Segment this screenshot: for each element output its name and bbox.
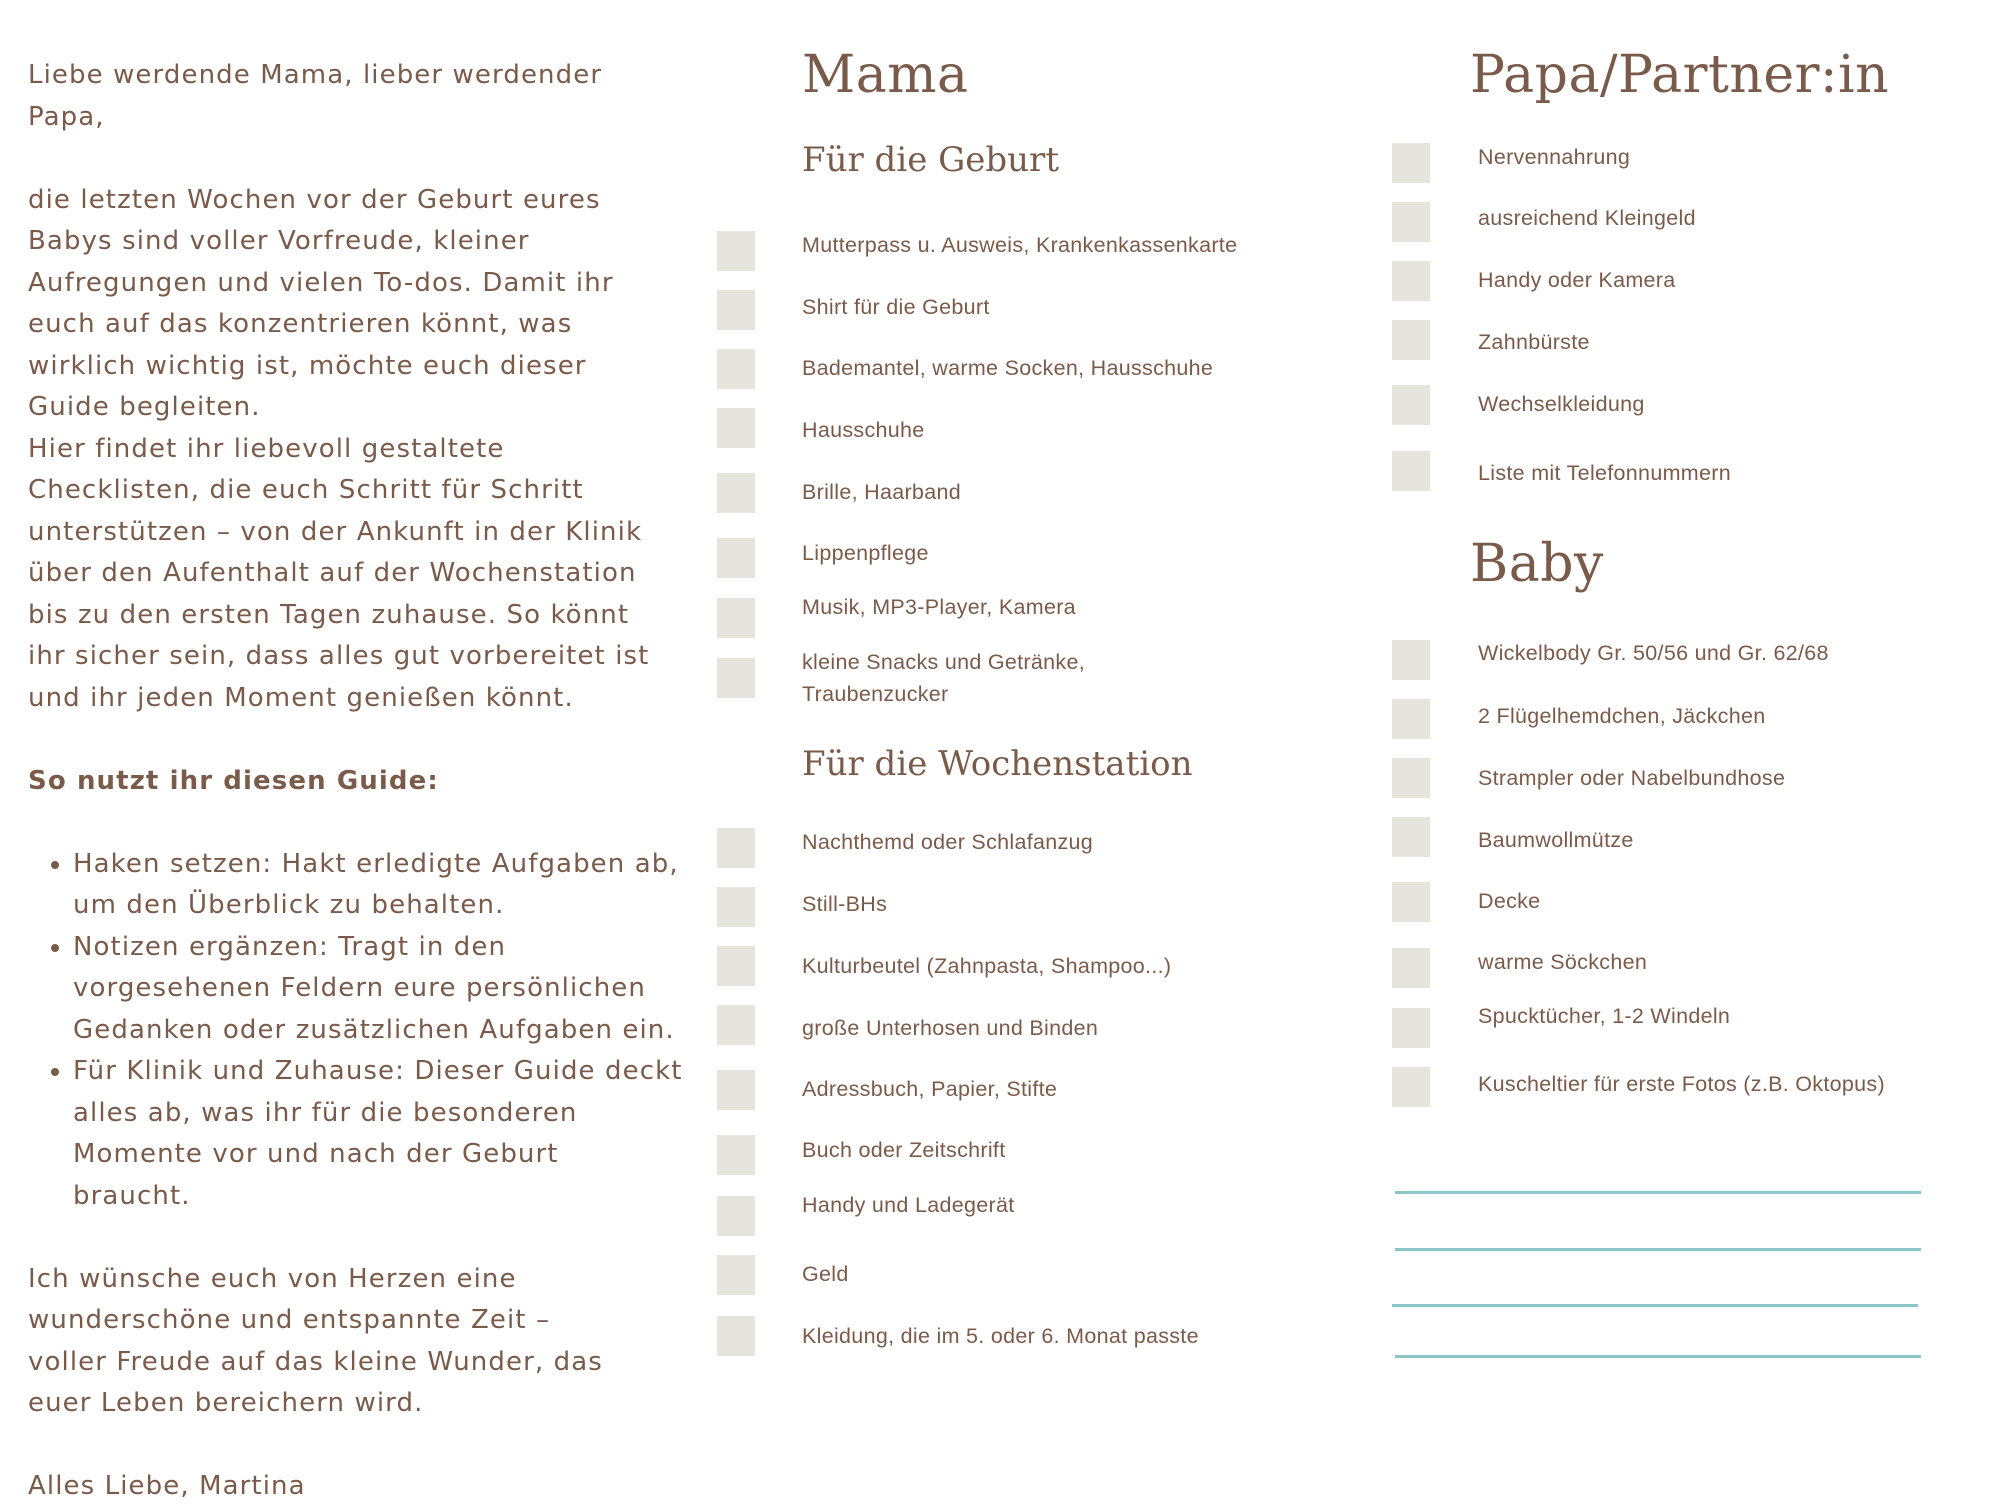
checkbox[interactable] [717, 1196, 755, 1236]
checkbox[interactable] [717, 828, 755, 868]
list-item: Adressbuch, Papier, Stifte [802, 1077, 1058, 1101]
checkbox[interactable] [717, 1070, 755, 1110]
checkbox[interactable] [1392, 143, 1430, 183]
list-item: Strampler oder Nabelbundhose [1478, 766, 1786, 790]
list-item: ausreichend Kleingeld [1478, 206, 1696, 230]
list-item: Mutterpass u. Ausweis, Krankenkassenkarte [802, 233, 1238, 257]
greeting: Liebe werdende Mama, lieber werdender Papa, [28, 60, 603, 132]
list-item: Musik, MP3-Player, Kamera [802, 595, 1076, 619]
list-item: Hausschuhe [802, 418, 925, 442]
intro-paragraph-1: die letzten Wochen vor der Geburt eures Babys sind voller Vorfreude, kleiner Aufregungen und vielen To-dos. Damit ihr euch auf das konzentrieren könnt, was wirklich wichtig ist, möchte euch dieser Guide begleiten. [28, 184, 614, 422]
list-item: Traubenzucker [802, 682, 949, 706]
list-item: • Haken setzen: Hakt erledigte Aufgaben ab, um den Überblick zu behalten. [73, 844, 683, 927]
checkbox[interactable] [717, 349, 755, 389]
list-item: Handy und Ladegerät [802, 1193, 1015, 1217]
list-item: • Notizen ergänzen: Tragt in den vorgesehenen Feldern eure persönlichen Gedanken oder zusätzlichen Aufgaben ein. [73, 927, 683, 1052]
checkbox[interactable] [1392, 261, 1430, 301]
checkbox[interactable] [717, 408, 755, 448]
list-item: Wickelbody Gr. 50/56 und Gr. 62/68 [1478, 641, 1829, 665]
checkbox[interactable] [1392, 1067, 1430, 1107]
list-item: Bademantel, warme Socken, Hausschuhe [802, 356, 1214, 380]
checkbox[interactable] [717, 1316, 755, 1356]
checkbox[interactable] [1392, 817, 1430, 857]
list-item: Buch oder Zeitschrift [802, 1138, 1006, 1162]
signature: Alles Liebe, Martina [28, 1471, 306, 1501]
list-item: Still-BHs [802, 892, 888, 916]
list-item: Liste mit Telefonnummern [1478, 461, 1731, 485]
checkbox[interactable] [717, 658, 755, 698]
note-line[interactable] [1395, 1248, 1921, 1251]
list-item: Geld [802, 1262, 849, 1286]
list-item: Handy oder Kamera [1478, 268, 1676, 292]
checkbox[interactable] [717, 946, 755, 986]
list-item: kleine Snacks und Getränke, [802, 650, 1085, 674]
baby-title: Baby [1470, 534, 1604, 594]
papa-title: Papa/Partner:in [1470, 45, 1890, 105]
checkbox[interactable] [1392, 320, 1430, 360]
intro-paragraph-2: Hier findet ihr liebevoll gestaltete Checklisten, die euch Schritt für Schritt unterstützen – von der Ankunft in der Klinik über den Aufenthalt auf der Wochenstation bis zu den ersten Tagen zuhause. So könnt ihr sicher sein, dass alles gut vorbereitet ist und ihr jeden Moment genießen könnt. [28, 433, 650, 713]
list-item: Brille, Haarband [802, 480, 961, 504]
note-line[interactable] [1392, 1304, 1918, 1307]
list-item: Kleidung, die im 5. oder 6. Monat passte [802, 1324, 1199, 1348]
list-item: 2 Flügelhemdchen, Jäckchen [1478, 704, 1766, 728]
list-item: warme Söckchen [1478, 950, 1648, 974]
checkbox[interactable] [717, 473, 755, 513]
list-item: Lippenpflege [802, 541, 929, 565]
checkbox[interactable] [1392, 948, 1430, 988]
list-item: Wechselkleidung [1478, 392, 1645, 416]
geburt-title: Für die Geburt [802, 140, 1059, 180]
list-item: Decke [1478, 889, 1541, 913]
list-item: große Unterhosen und Binden [802, 1016, 1099, 1040]
checkbox[interactable] [717, 290, 755, 330]
howto-title: So nutzt ihr diesen Guide: [28, 765, 439, 796]
list-item: Baumwollmütze [1478, 828, 1634, 852]
intro-text [28, 55, 683, 1508]
checkbox[interactable] [717, 231, 755, 271]
checkbox[interactable] [1392, 758, 1430, 798]
checkbox[interactable] [717, 1255, 755, 1295]
list-item: Shirt für die Geburt [802, 295, 990, 319]
list-item: Kuscheltier für erste Fotos (z.B. Oktopus) [1478, 1072, 1885, 1096]
checkbox[interactable] [1392, 385, 1430, 425]
checkbox[interactable] [1392, 202, 1430, 242]
list-item: • Für Klinik und Zuhause: Dieser Guide deckt alles ab, was ihr für die besonderen Momente vor und nach der Geburt braucht. [73, 1051, 683, 1217]
checkbox[interactable] [717, 1135, 755, 1175]
checkbox[interactable] [1392, 882, 1430, 922]
checkbox[interactable] [1392, 699, 1430, 739]
list-item: Nervennahrung [1478, 145, 1631, 169]
list-item: Kulturbeutel (Zahnpasta, Shampoo...) [802, 954, 1172, 978]
checkbox[interactable] [717, 598, 755, 638]
mama-title: Mama [802, 45, 969, 105]
note-line[interactable] [1395, 1355, 1921, 1358]
checkbox[interactable] [1392, 640, 1430, 680]
howto-list [28, 844, 683, 1218]
checkbox[interactable] [717, 538, 755, 578]
checkbox[interactable] [717, 1005, 755, 1045]
checkbox[interactable] [1392, 451, 1430, 491]
list-item: Zahnbürste [1478, 330, 1590, 354]
note-line[interactable] [1395, 1191, 1921, 1194]
list-item: Spucktücher, 1-2 Windeln [1478, 1004, 1731, 1028]
checkbox[interactable] [717, 887, 755, 927]
checkbox[interactable] [1392, 1008, 1430, 1048]
closing-paragraph: Ich wünsche euch von Herzen eine wunderschöne und entspannte Zeit – voller Freude auf das kleine Wunder, das euer Leben bereichern wird. [28, 1263, 603, 1418]
list-item: Nachthemd oder Schlafanzug [802, 830, 1094, 854]
wochenstation-title: Für die Wochenstation [802, 744, 1193, 784]
